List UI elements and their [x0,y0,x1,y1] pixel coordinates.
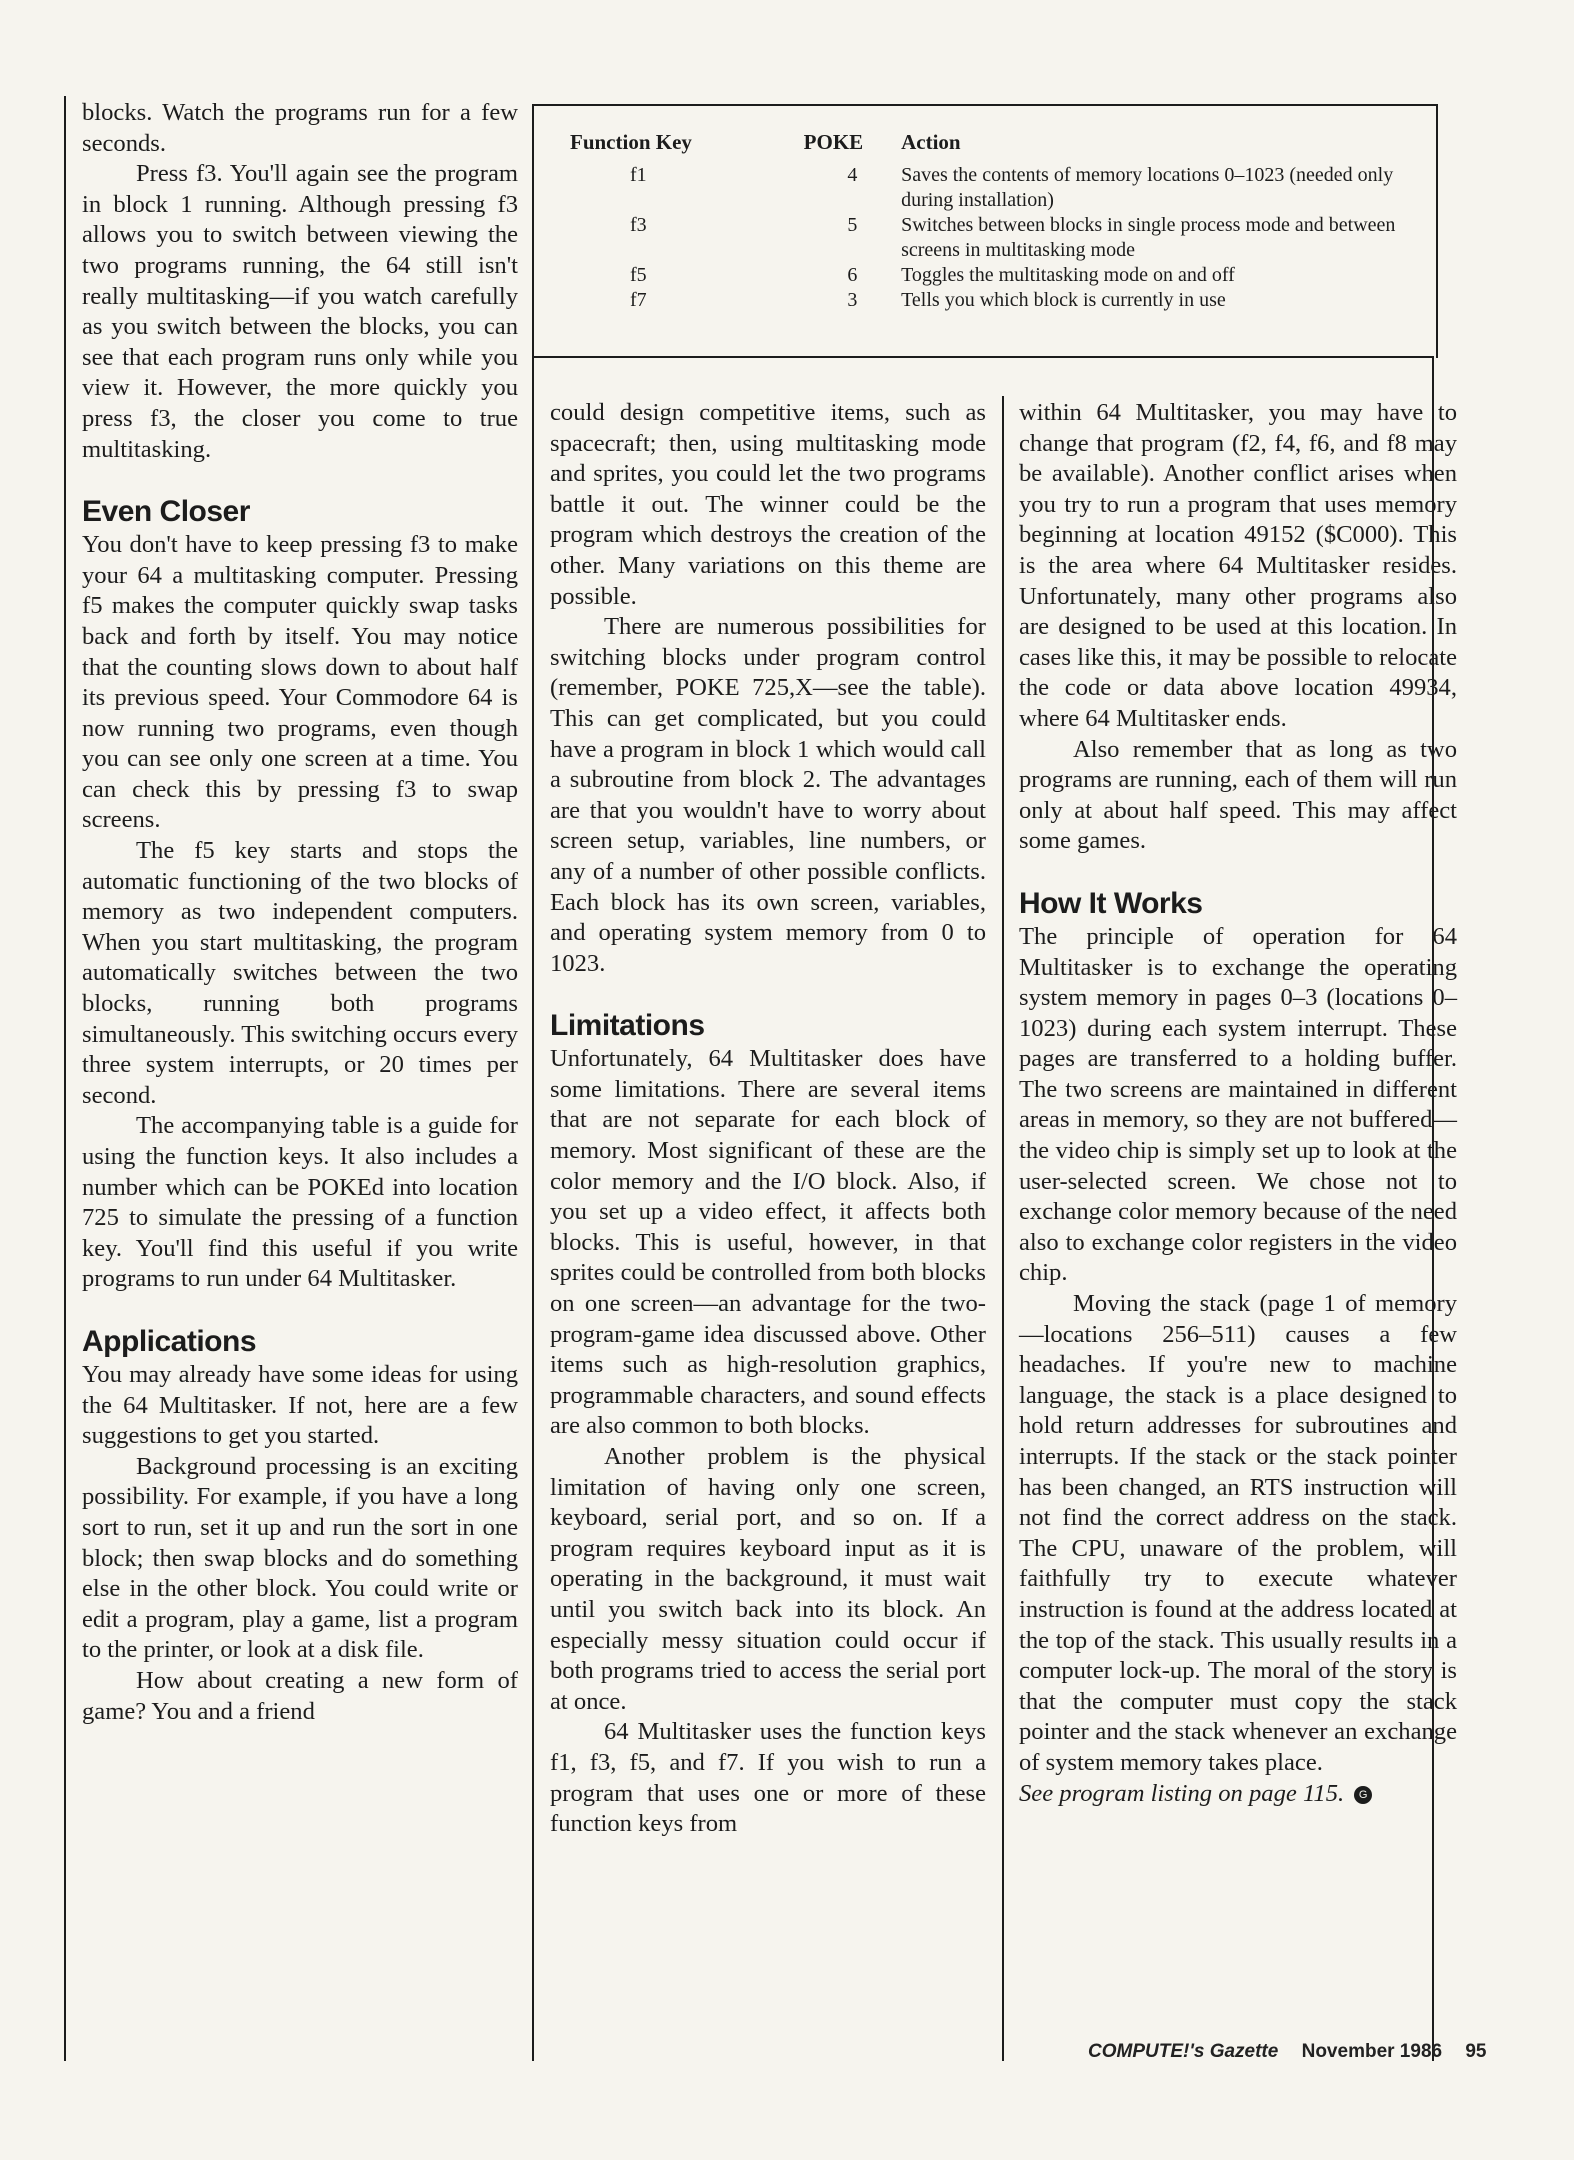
table-cell-poke: 3 [847,289,858,311]
section-heading-applications: Applications [82,1324,257,1358]
table-header-function-key: Function Key [570,130,692,154]
paragraph: Another problem is the physical limitation of having only one screen, keyboard, serial port, and so on. If a program requires keyboard input as it is operating in the background, it must wait until you switch back into its block. An especially messy situation could occur if both programs tried to access the serial port at once. [550,1443,986,1715]
section-heading-limitations: Limitations [550,1009,705,1043]
page-footer [1088,2041,1505,2063]
paragraph: Background processing is an exciting possibility. For example, if you have a long sort to run, set it up and run the sort in one block; then swap blocks and do something else in the other block. You could write or edit a program, play a game, list a program to the printer, or look at a disk file. [82,1452,518,1664]
table-cell-action: Toggles the multitasking mode on and off [901,264,1235,286]
paragraph: The principle of operation for 64 Multitasker is to exchange the operating system memory in pages 0–3 (locations 0–1023) during each system interrupt. These pages are transferred to a holding buffer. The two screens are maintained in different areas in memory, so they are not buffered—the video chip is simply set up to look at the user-selected screen. We chose not to exchange color memory because of the need also to exchange color registers in the video chip. [1019,922,1457,1287]
article-column-2 [550,398,986,1840]
paragraph: within 64 Multitasker, you may have to change that program (f2, f4, f6, and f8 may be available). Another conflict arises when you try to run a program that uses memory beginning at location 49152 ($C000). This is the area where 64 Multitasker resides. Unfortunately, many other programs also are designed to be used at this location. In cases like this, it may be possible to relocate the code or data above location 49934, where 64 Multitasker ends. [1019,399,1457,732]
column-rule-middle-1 [532,356,534,2061]
paragraph: The f5 key starts and stops the automatic functioning of the two blocks of memory as two independent computers. When you start multitasking, the program automatically switches between the two blocks, running both programs simultaneously. This switching occurs every three system interrupts, or 20 times per second. [82,837,518,1109]
table-cell-key: f5 [630,264,647,286]
table-cell-action: Switches between blocks in single process mode and between screens in multitasking mode [901,214,1396,261]
table-header-action: Action [901,130,961,154]
paragraph: blocks. Watch the programs run for a few seconds. [82,99,518,157]
article-column-3 [1019,398,1457,1809]
table-header-poke: POKE [803,130,864,154]
column-rule-middle-2 [1002,396,1004,2061]
program-listing-reference [1019,1779,1457,1810]
paragraph: Moving the stack (page 1 of memory—locations 256–511) causes a few headaches. If you're new to machine language, the stack is a place designed to hold return addresses for subroutines and interrupts. If the stack or the stack pointer has been changed, an RTS instruction will not find the correct address on the stack. The CPU, unaware of the problem, will faithfully try to execute whatever instruction is found at the address located at the top of the stack. This usually results in a computer lock-up. The moral of the story is that the computer must copy the stack pointer and the stack whenever an exchange of system memory takes place. [1019,1290,1457,1776]
paragraph: There are numerous possibilities for switching blocks under program control (remember, POKE 725,X—see the table). This can get complicated, but you could have a program in block 1 which would call a subroutine from block 2. The advantages are that you wouldn't have to worry about screen setup, variables, line numbers, or any of a number of other possible conflicts. Each block has its own screen, variables, and operating system memory from 0 to 1023. [550,613,986,977]
table-row [570,288,1440,313]
table-row [570,213,1440,263]
table-cell-key: f3 [630,214,647,236]
table-row [570,163,1440,213]
paragraph: How about creating a new form of game? You and a friend [82,1666,518,1725]
table-cell-action: Tells you which block is currently in use [901,289,1226,311]
table-cell-poke: 5 [847,214,858,236]
paragraph: The accompanying table is a guide for using the function keys. It also includes a number which can be POKEd into location 725 to simulate the pressing of a function key. You'll find this useful if you write programs to run under 64 Multitasker. [82,1112,518,1293]
paragraph: could design competitive items, such as spacecraft; then, using multitasking mode and sprites, you could let the two programs battle it out. The winner could be the program which destroys the creation of the other. Many variations on this theme are possible. [550,399,986,610]
table-cell-poke: 4 [847,164,858,186]
section-heading-how-it-works: How It Works [1019,886,1203,920]
paragraph: Unfortunately, 64 Multitasker does have some limitations. There are several items that are not separate for each block of memory. Most significant of these are the color memory and the I/O block. Also, if you set up a video effect, it affects both blocks. This is useful, however, in that sprites could be controlled from both blocks on one screen—an advantage for the two-program-game idea discussed above. Other items such as high-resolution graphics, programmable characters, and sound effects are also common to both blocks. [550,1045,986,1440]
table-cell-poke: 6 [847,264,858,286]
paragraph: You may already have some ideas for using the 64 Multitasker. If not, here are a few suggestions to get you started. [82,1360,518,1450]
end-of-article-icon: G [1354,1786,1372,1804]
table-row [570,263,1440,288]
publication-name: COMPUTE!'s Gazette [1088,2041,1279,2062]
table-cell-action: Saves the contents of memory locations 0–1023 (needed only during installation) [901,164,1394,211]
column-rule-left [64,96,66,2061]
table-cell-key: f1 [630,164,647,186]
paragraph: Also remember that as long as two programs are running, each of them will run only at about half speed. This may affect some games. [1019,735,1457,855]
section-heading-even-closer: Even Closer [82,495,250,529]
table-header-row [570,130,1440,163]
table-cell-key: f7 [630,289,647,311]
page-number: 95 [1465,2041,1487,2062]
paragraph: Press f3. You'll again see the program in block 1 running. Although pressing f3 allows you to switch between viewing the two programs running, the 64 still isn't really multitasking—if you watch carefully as you switch between the blocks, you can see that each program runs only while you view it. However, the more quickly you press f3, the closer you come to true multitasking. [82,160,518,463]
article-column-1 [82,98,518,1727]
paragraph: 64 Multitasker uses the function keys f1, f3, f5, and f7. If you wish to run a program that uses one or more of these function keys from [550,1718,986,1838]
issue-date: November 1986 [1301,2041,1443,2062]
paragraph: You don't have to keep pressing f3 to make your 64 a multitasking computer. Pressing f5 makes the computer quickly swap tasks back and forth by itself. You may notice that the counting slows down to about half its previous speed. Your Commodore 64 is now running two programs, even though you can see only one screen at a time. You can check this by pressing f3 to swap screens. [82,531,518,834]
program-listing-text: See program listing on page 115. [1019,1779,1345,1807]
function-key-table [570,130,1440,313]
